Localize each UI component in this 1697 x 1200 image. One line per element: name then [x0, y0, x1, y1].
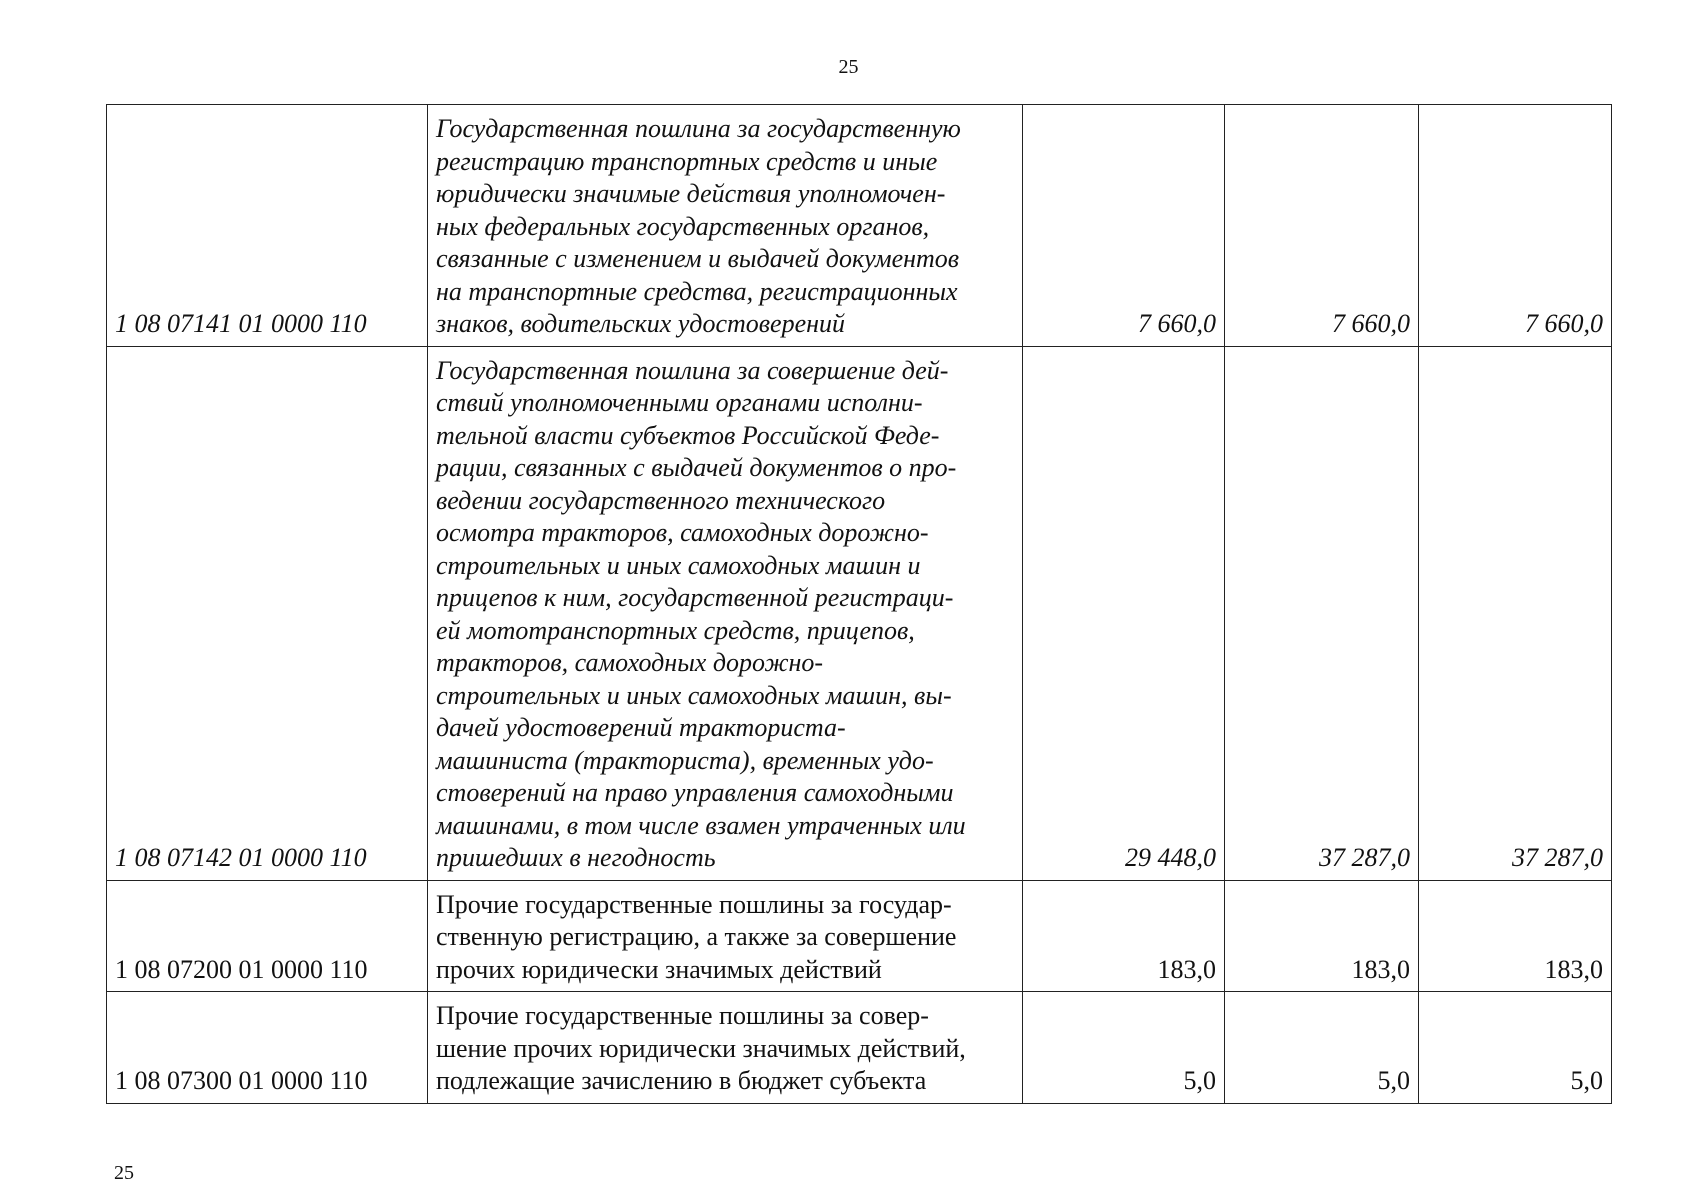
amount-year-3-cell: 183,0	[1419, 880, 1612, 992]
budget-code-cell: 1 08 07300 01 0000 110	[107, 992, 428, 1104]
amount-year-2-cell: 183,0	[1225, 880, 1419, 992]
table-row	[107, 105, 1612, 347]
table-row	[107, 880, 1612, 992]
budget-code-cell: 1 08 07200 01 0000 110	[107, 880, 428, 992]
table-row	[107, 346, 1612, 880]
amount-year-1-cell: 183,0	[1023, 880, 1225, 992]
page-number-top: 25	[838, 56, 859, 78]
description-cell: Государственная пошлина за совершение дей- ствий уполномоченными органами исполни- тельной власти субъектов Российской Феде- рации, связанных с выдачей документов о про- ведении государственного технического осмотра тракторов, самоходных дорожно- строительных и иных самоходных машин и прицепов к ним, государственной регистраци- ей мототранспортных средств, прицепов, тракторов, самоходных дорожно- строительных и иных самоходных машин, вы- дачей удостоверений тракториста- машиниста (тракториста), временных удо- стоверений на право управления самоходными машинами, в том числе взамен утраченных или пришедших в негодность	[428, 346, 1023, 880]
amount-year-3-cell: 5,0	[1419, 992, 1612, 1104]
amount-year-3-cell: 37 287,0	[1419, 346, 1612, 880]
description-cell: Государственная пошлина за государственную регистрацию транспортных средств и иные юридически значимые действия уполномочен- ных федеральных государственных органов, связанные с изменением и выдачей документов на транспортные средства, регистрационных знаков, водительских удостоверений	[428, 105, 1023, 347]
budget-revenue-table	[106, 104, 1612, 1104]
amount-year-2-cell: 7 660,0	[1225, 105, 1419, 347]
budget-code-cell: 1 08 07142 01 0000 110	[107, 346, 428, 880]
amount-year-2-cell: 5,0	[1225, 992, 1419, 1104]
amount-year-1-cell: 29 448,0	[1023, 346, 1225, 880]
amount-year-2-cell: 37 287,0	[1225, 346, 1419, 880]
description-cell: Прочие государственные пошлины за совер- шение прочих юридически значимых действий, подлежащие зачислению в бюджет субъекта	[428, 992, 1023, 1104]
amount-year-1-cell: 5,0	[1023, 992, 1225, 1104]
budget-code-cell: 1 08 07141 01 0000 110	[107, 105, 428, 347]
amount-year-1-cell: 7 660,0	[1023, 105, 1225, 347]
table-row	[107, 992, 1612, 1104]
amount-year-3-cell: 7 660,0	[1419, 105, 1612, 347]
description-cell: Прочие государственные пошлины за государ- ственную регистрацию, а также за совершение прочих юридически значимых действий	[428, 880, 1023, 992]
page-number-bottom: 25	[114, 1162, 134, 1184]
